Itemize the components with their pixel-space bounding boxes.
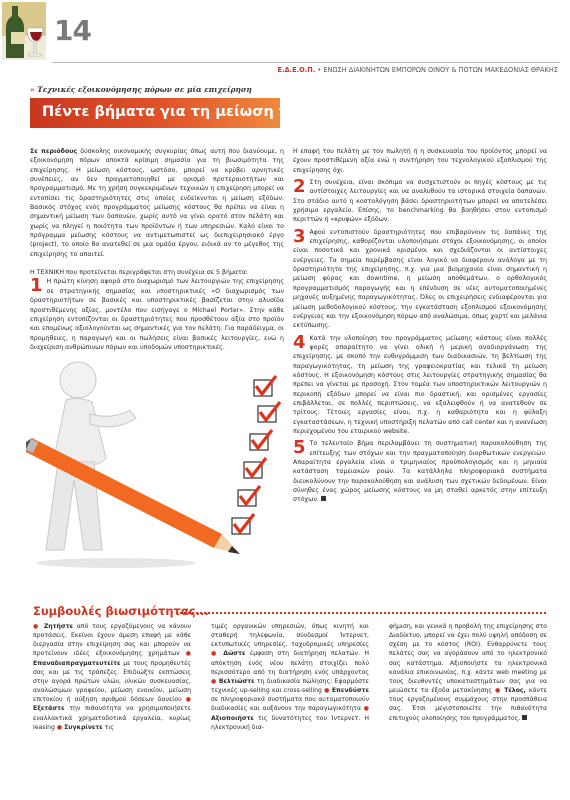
- step-text: Κατά την υλοποίηση του προγράμματος μείωσης κόστους είναι πολλές φορές απαραίτητο να γίνει ολική ή μερική αναδιοργάνωση της επιχείρησης, με σκοπό την ευθυγράμμιση των διαδικασιών, τη βελτίωση της παραγωγικότητας, τη μείωση της γραφειοκρατίας και τελικά τη μείωση κόστους. Η εξοικονόμηση κόστους στις λειτουργίες στρατηγικής σημασίας θα πρέπει να γίνεται με προσοχή. Στον τομέα των υποστηρικτικών λειτουργιών η περικοπή εξόδων μπορεί να είναι πιο δραστική, και ορισμένες εργασίες επιβάλλεται, σε πολλές περιπτώσεις, να εξαλειφθούν ή να ανατεθούν σε τρίτους. Τέτοιες εργασίες είναι, π.χ. η καθαριότητα και η φύλαξη εγκαταστάσεων, η τεχνική υποστήριξη πελατών από call center και η ανανέωση περιεχομένου του εταιρικού website.: [293, 334, 547, 435]
- step-number: 3: [293, 225, 306, 247]
- end-mark: [522, 715, 527, 720]
- step-number: 1: [30, 277, 43, 297]
- tip-bold: Βελτιώστε: [218, 677, 255, 685]
- tip-text: σε πληροφοριακά συστήματα που αυτοματοποιούν διαδικασίες και αυξάνουν την παραγωγικότητα: [211, 696, 369, 713]
- step-3: [293, 225, 547, 331]
- step-text: Το τελευταίο βήμα περιλαμβάνει τη συστηματική παρακολούθηση της επίτευξης των στόχων και την πραγματοποίηση διορθωτικών ενεργειών. Απαραίτητα εργαλεία είναι ο τριμηνιαίος προϋπολογισμός και η μηνιαία κατάσταση ταμειακών ροών. Τα κατάλληλα πληροφοριακά συστήματα διευκολύνουν την παρακολούθηση και ανάλυση των σχετικών δεδομένων. Είναι σύνηθες ένας χώρος μείωσης κόστους να μη σταθεί αρκετός στην επίτευξη στόχων.: [293, 440, 547, 504]
- tip-text: έμφαση στη διατήρηση πελατών. Η απόκτηση ενός νέου πελάτη στοιχίζει πολύ περισσότερο από τη διατήρηση ενός υπάρχοντος: [211, 650, 369, 676]
- bullet-icon: ●: [33, 623, 44, 630]
- tip-bold: Ζητήστε: [43, 623, 74, 630]
- step-5: [293, 439, 547, 504]
- tip-text: με τους προμηθευτές σας και με τις τράπεζες. Επιδιώξτε εκπτώσεις στην αγορά πρώτων υλών, υλικών συσκευασίας, αναλώσιμων γραφείου, μείωση ενοικίου, μείωση επιτοκίου ή αύξηση αριθμού δόσεων δανείου: [33, 659, 191, 704]
- tip-bold: Δώστε: [223, 650, 246, 658]
- tip-bold: Τέλος,: [504, 687, 526, 695]
- tip-text: την πιθανότητα να χρησιμοποιήσετε εναλλακτικά χρηματοδοτικά εργαλεία, κυρίως leasing: [33, 705, 191, 731]
- tips-title-suffix: ...: [195, 604, 209, 618]
- step-number: 4: [293, 331, 306, 353]
- intro-text: δύσκολης οικονομικής συγκυρίας όπως αυτή που διανύουμε, η εξοικονόμηση πόρων αποκτά κρίσιμη σημασία για τη βιωσιμότητα της επιχείρησης. Η μείωση κόστους, ωστόσο, μπορεί να κρύβει αρνητικές συνέπειες, αν δεν πραγματοποιηθεί με ορισμό προτεραιοτήτων και προγραμματισμό. Με τη χρήση συγκεκριμένων τεχνικών η επιχείρηση μπορεί να εντοπίσει τις δραστηριότητες στις οποίες ενδείκνυται η μείωση εξόδων. Βασικός στόχος ενός προγράμματος μείωσης κόστους θα πρέπει να είναι η σημαντική μείωση των δαπανών, χωρίς αυτό να γίνει ορατό στον πελάτη και χωρίς να πληγεί η ποιότητα των προϊόντων ή των υπηρεσιών. Καλό είναι το πρόγραμμα μείωσης κόστους να αντιμετωπιστεί ως διεπιχειρησιακό έργο (project), το οποίο θα ανατεθεί σε μια ομάδα έργου, ειδικά αν το μέγεθος της επιχείρησης το απαιτεί.: [30, 148, 284, 258]
- header-rule: [52, 62, 560, 63]
- page-number: 14: [54, 14, 91, 47]
- tip-bold: Εξετάστε: [33, 705, 65, 713]
- right-top-paragraph: Η επαφή του πελάτη με τον πωλητή ή η συσκευασία του προϊόντος μπορεί να έχουν προστιθέμενη αξία ενώ η συντήρηση του τεχνολογικού εξοπλισμού της επιχείρησης όχι.: [293, 148, 547, 174]
- kicker-text: Τεχνικές εξοικονόμησης πόρων σε μία επιχείρηση: [37, 85, 252, 94]
- step-text: Στη συνέχεια, είναι σκόπιμο να συσχετιστούν οι πηγές κόστους με τις αντίστοιχες λειτουργίες και να αναλυθούν τα ιστορικά στοιχεία δαπανών. Στο στάδιο αυτό η κοστολόγηση βάσει δραστηριοτήτων μπορεί να αποτελέσει χρήσιμο εργαλείο. Επίσης, το benchmarking θα βοηθήσει στον εντοπισμό περιττών ή «κρυφών» εξόδων.: [293, 179, 547, 224]
- tip-bold: Αξιοποιήστε: [211, 714, 254, 722]
- bullet-icon: ●: [185, 650, 192, 658]
- intro-paragraph: [30, 147, 284, 259]
- checklist-boxes: [232, 376, 280, 534]
- step-text: Αφού εντοπιστούν δραστηριότητες που επιβαρύνουν τις δαπάνες της επιχείρησης, καθορίζονται υλοποιήσιμοι στόχοι εξοικονόμησης, οι οποίοι είναι ποσοτικά και χρονικά ορισμένοι και σχεδιάζονται οι αντίστοιχες ενέργειες. Τα σημεία παρέμβασης είναι λογικό να διαφέρουν ανάλογα με τη δραστηριότητα της επιχείρησης, π.χ. για μια βιομηχανία είναι σημαντική η μείωση φύρας και downtime, η μείωση αποθεμάτων, ο ορθολογικός προγραμματισμός παραγωγής και η επένδυση σε νέες αυτοματοποιημένες μηχανές αυξημένης παραγωγικότητας. Όλες οι επιχειρήσεις ενδιαφέρονται για μείωση μεθοδολογικού κόστους, την εγκατάσταση εξοπλισμού εξοικονόμησης ενέργειας και την εξοικονόμηση πόρων από αναλώσιμα, όπως χαρτί και μελάνια εκτύπωσης.: [293, 228, 547, 330]
- org-full-name: ΕΝΩΣΗ ΔΙΑΚΙΝΗΤΩΝ ΕΜΠΟΡΩΝ ΟΙΝΟΥ & ΠΟΤΩΝ ΜΑΚΕΔΟΝΙΑΣ ΘΡΑΚΗΣ: [323, 66, 558, 74]
- tip-bold: Επαναδιαπραγματευτείτε: [33, 659, 121, 667]
- tips-column-2: [211, 622, 369, 732]
- bullet-icon: ●: [211, 650, 224, 658]
- wine-bottle-glass-icon: [2, 2, 46, 60]
- checklist-illustration: [26, 358, 296, 568]
- header-separator: •: [317, 66, 322, 74]
- article-title: Πέντε βήματα για τη μείωση του κόστους: [42, 104, 383, 120]
- step-number: 5: [293, 437, 306, 459]
- technique-intro: Η ΤΕΧΝΙΚΗ που προτείνεται περιγράφεται στη συνέχεια σε 5 βήματα:: [30, 269, 249, 277]
- org-abbrev: Ε.Δ.Ε.Ο.Π.: [277, 66, 316, 74]
- end-mark: [321, 496, 326, 501]
- step-text: Η πρώτη κίνηση αφορά στο διαχωρισμό των λειτουργιών της επιχείρησης σε στρατηγικής σημασίας και υποστηρικτικές «Ο διαχωρισμός των δραστηριοτήτων σε βασικές και υποστηρικτικές βασίζεται στην αλυσίδα προστιθέμενης αξίας, μοντέλο που εισήγαγε ο Michael Porter». Στην κάθε επιχείρηση εντοπίζονται οι δραστηριότητες που προσθέτουν αξία στο προϊόν και επομένως αξιολογούνται ως σημαντικές για τον πελάτη. Για παράδειγμα, οι προμήθειες, η παραγωγή και οι πωλήσεις είναι βασικές λειτουργίες, ενώ η διαχείριση ανθρώπινων πόρων και υποδομών υποστηρικτικές.: [30, 278, 284, 351]
- tip-text: από τους εργαζόμενους να κάνουν προτάσεις. Εκείνοι έχουν άμεση επαφή με κάθε διεργασία στην επιχείρηση σας και μπορούν να προτείνουν ιδέες εξοικονόμησης χρημάτων: [33, 623, 191, 658]
- tips-title-text: Συμβουλές βιωσιμότητας: [33, 604, 196, 618]
- step-4: [293, 331, 547, 437]
- bullet-icon: ●: [56, 723, 65, 731]
- tip-text: τις: [102, 723, 115, 731]
- tip-bold: Επενδύστε: [331, 687, 369, 695]
- article-title-bar: [30, 98, 383, 128]
- tip-text: τις δυνατότητες του Ίντερνετ. Η ηλεκτρονική δια-: [211, 714, 369, 731]
- tip-text: τη διαδικασία πώλησης: Εφαρμόστε τεχνικές up-selling και cross-selling: [211, 677, 369, 695]
- bullet-icon: ●: [363, 705, 369, 713]
- kicker-arrows: »: [30, 85, 35, 94]
- article-kicker: [30, 85, 252, 94]
- tip-bold: Συγκρίνετε: [64, 723, 103, 731]
- bullet-icon: ●: [324, 687, 332, 695]
- tips-title: [33, 604, 209, 618]
- bullet-icon: ●: [185, 696, 191, 704]
- intro-lead: Σε περιόδους: [30, 148, 78, 155]
- bullet-icon: ●: [495, 687, 505, 695]
- tip-text: φήμιση, και γενικά η προβολή της επιχείρησης στο Διαδίκτυο, μπορεί να έχει πολύ υψηλή απόδοση σε σχέση με το κόστος (ROI). Ενθαρρύνετε τους πελάτες σας να αγοράσουν από το ηλεκτρονικό σας κατάστημα. Αξιοποιήστε τα ηλεκτρονικά κανάλια επικοινωνίας, π.χ. κάντε web meeting με τους διευθυντές υποκαταστημάτων σας για να μειώσετε τα έξοδα μετακίνησης: [389, 623, 547, 695]
- tips-column-3: [389, 622, 547, 723]
- step-number: 2: [293, 176, 306, 198]
- header-organization: [277, 66, 558, 74]
- tips-dotted-rule: [176, 612, 546, 614]
- tip-text: τιμές οργανικών υπηρεσιών, όπως κινητή και σταθερή τηλεφωνία, σύνδεσμοί Ίντερνετ, εκτυπωτικές υπηρεσίες, ταχυδρομικές υπηρεσίες: [211, 623, 369, 649]
- tips-column-1: [33, 622, 191, 732]
- step-2: [293, 178, 547, 225]
- bullet-icon: ●: [211, 677, 219, 685]
- right-column: [293, 147, 547, 505]
- tip-text: κάντε τους εργαζομένους συμμάχους στην προσπάθεια σας. Έτσι μεγιστοποιείτε την πιθανότητα επιτυχούς υλοποίησης του προγράμματος.: [389, 687, 547, 722]
